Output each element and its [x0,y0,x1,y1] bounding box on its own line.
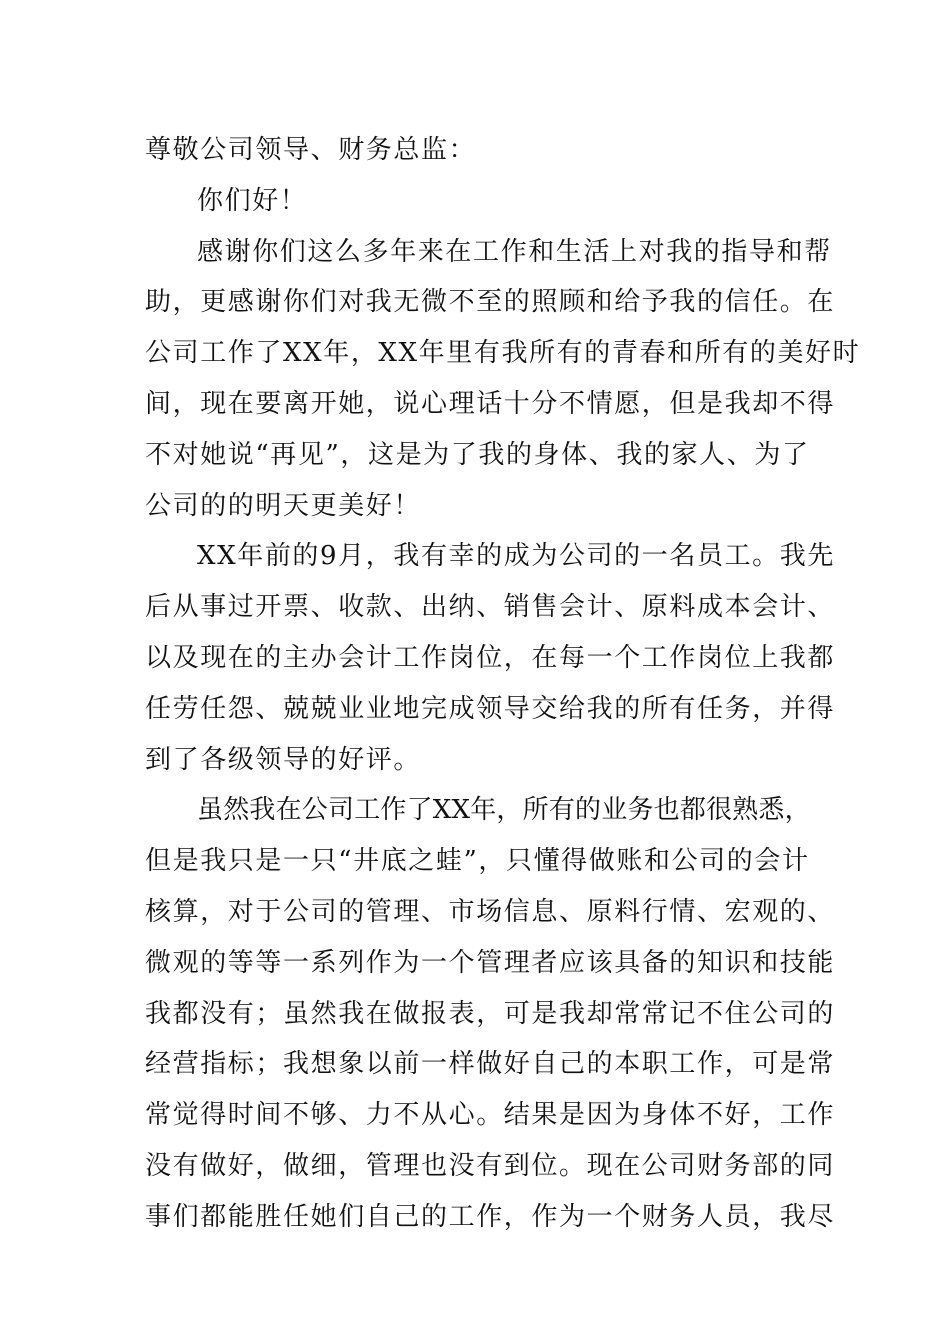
paragraph-3-line-3: 核算，对于公司的管理、市场信息、原料行情、宏观的、 [145,896,836,927]
paragraph-1-line-5: 不对她说“再见”，这是为了我的身体、我的家人、为了 [145,439,810,470]
paragraph-3-line-5: 我都没有；虽然我在做报表，可是我却常常记不住公司的 [145,998,836,1029]
paragraph-2-line-1: XX年前的9月，我有幸的成为公司的一名员工。我先 [197,541,835,572]
paragraph-3-line-4: 微观的等等一系列作为一个管理者应该具备的知识和技能 [145,947,836,978]
paragraph-2-line-2: 后从事过开票、收款、出纳、销售会计、原料成本会计、 [145,592,836,623]
paragraph-1-line-4: 间，现在要离开她，说心理话十分不情愿，但是我却不得 [145,388,836,419]
paragraph-1-line-2: 助，更感谢你们对我无微不至的照顾和给予我的信任。在 [145,287,836,318]
paragraph-2-line-4: 任劳任怨、兢兢业业地完成领导交给我的所有任务，并得 [145,693,836,724]
paragraph-3-line-2: 但是我只是一只“井底之蛙”，只懂得做账和公司的会计 [145,846,810,877]
paragraph-3-line-8: 没有做好，做细，管理也没有到位。现在公司财务部的同 [145,1150,836,1181]
paragraph-3-line-7: 常觉得时间不够、力不从心。结果是因为身体不好，工作 [145,1100,836,1131]
paragraph-1-line-1: 感谢你们这么多年来在工作和生活上对我的指导和帮 [197,236,832,267]
paragraph-3-line-6: 经营指标；我想象以前一样做好自己的本职工作，可是常 [145,1049,836,1080]
paragraph-3-line-1: 虽然我在公司工作了XX年，所有的业务也都很熟悉， [197,795,811,826]
salutation-line: 尊敬公司领导、财务总监： [145,135,477,165]
paragraph-1-line-6: 公司的的明天更美好！ [145,490,422,521]
greeting-line: 你们好！ [197,185,308,216]
paragraph-3-line-9: 事们都能胜任她们自己的工作，作为一个财务人员，我尽 [145,1201,836,1232]
paragraph-2-line-5: 到了各级领导的好评。 [145,744,422,775]
paragraph-1-line-3: 公司工作了XX年，XX年里有我所有的青春和所有的美好时 [145,338,861,369]
paragraph-2-line-3: 以及现在的主办会计工作岗位，在每一个工作岗位上我都 [145,642,836,673]
letter-body [145,125,861,1243]
